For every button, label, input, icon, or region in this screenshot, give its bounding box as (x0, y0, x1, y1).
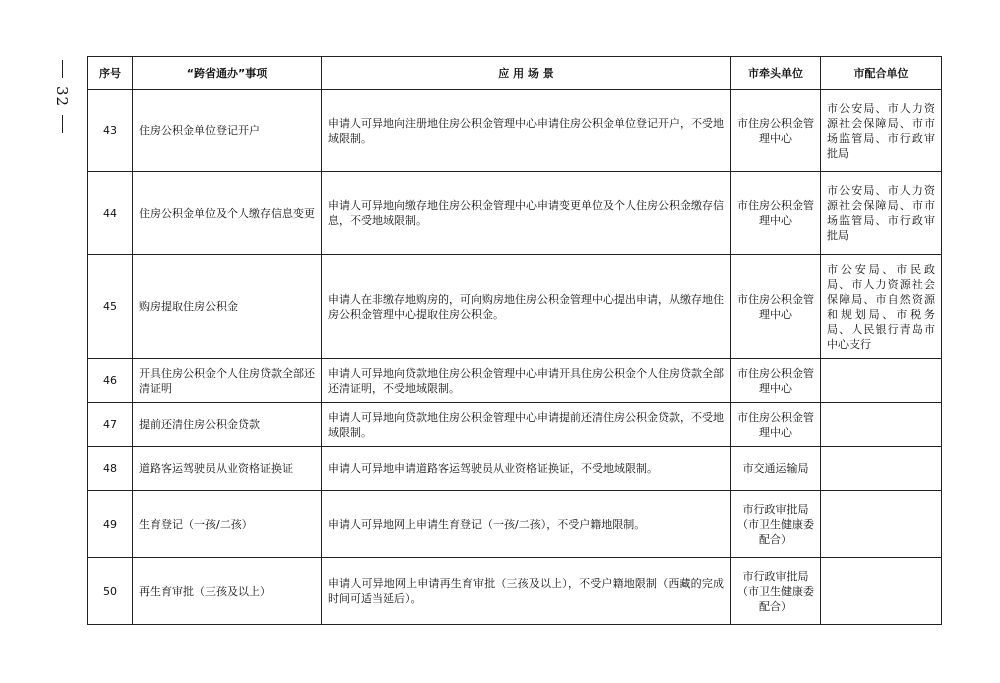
header-coop: 市配合单位 (821, 57, 942, 90)
table-row (88, 172, 942, 255)
cell-no: 47 (88, 403, 133, 447)
table-header-row (88, 57, 942, 90)
cell-no: 46 (88, 359, 133, 403)
page-number (52, 60, 72, 133)
cell-no: 49 (88, 491, 133, 558)
page-number-text: 32 (53, 86, 71, 108)
cell-no: 44 (88, 172, 133, 255)
cell-coop (821, 558, 942, 625)
cell-lead: 市行政审批局（市卫生健康委配合） (731, 491, 821, 558)
header-no: 序号 (88, 57, 133, 90)
cell-item: 开具住房公积金个人住房贷款全部还清证明 (133, 359, 322, 403)
cell-coop: 市公安局、市人力资源社会保障局、市市场监管局、市行政审批局 (821, 172, 942, 255)
cell-coop (821, 447, 942, 491)
cell-lead: 市住房公积金管理中心 (731, 403, 821, 447)
table-row (88, 403, 942, 447)
page-number-dash-top (62, 60, 63, 78)
cell-lead: 市行政审批局（市卫生健康委配合） (731, 558, 821, 625)
table-row (88, 491, 942, 558)
cell-coop: 市公安局、市民政局、市人力资源社会保障局、市自然资源和规划局、市税务局、人民银行青岛市中心支行 (821, 255, 942, 359)
cell-item: 提前还清住房公积金贷款 (133, 403, 322, 447)
cell-lead: 市交通运输局 (731, 447, 821, 491)
page-number-dash-bottom (62, 115, 63, 133)
cell-no: 45 (88, 255, 133, 359)
cell-no: 50 (88, 558, 133, 625)
cell-item: 住房公积金单位及个人缴存信息变更 (133, 172, 322, 255)
cell-item: 购房提取住房公积金 (133, 255, 322, 359)
cell-scene: 申请人可异地向贷款地住房公积金管理中心申请提前还清住房公积金贷款，不受地域限制。 (322, 403, 731, 447)
table-row (88, 558, 942, 625)
cell-coop (821, 491, 942, 558)
cell-no: 43 (88, 90, 133, 172)
cell-item: 再生育审批（三孩及以上） (133, 558, 322, 625)
header-lead: 市牵头单位 (731, 57, 821, 90)
cell-scene: 申请人可异地网上申请再生育审批（三孩及以上），不受户籍地限制（西藏的完成时间可适当延后）。 (322, 558, 731, 625)
cell-coop (821, 403, 942, 447)
cell-scene: 申请人可异地向注册地住房公积金管理中心申请住房公积金单位登记开户，不受地域限制。 (322, 90, 731, 172)
table-row (88, 447, 942, 491)
cell-lead: 市住房公积金管理中心 (731, 172, 821, 255)
table-row (88, 255, 942, 359)
cell-scene: 申请人可异地向缴存地住房公积金管理中心申请变更单位及个人住房公积金缴存信息，不受地域限制。 (322, 172, 731, 255)
header-scene: 应 用 场 景 (322, 57, 731, 90)
cell-lead: 市住房公积金管理中心 (731, 359, 821, 403)
table-row (88, 90, 942, 172)
cell-scene: 申请人可异地申请道路客运驾驶员从业资格证换证，不受地域限制。 (322, 447, 731, 491)
cell-lead: 市住房公积金管理中心 (731, 255, 821, 359)
cell-scene: 申请人可异地向贷款地住房公积金管理中心申请开具住房公积金个人住房贷款全部还清证明，不受地域限制。 (322, 359, 731, 403)
cell-scene: 申请人可异地网上申请生育登记（一孩/二孩），不受户籍地限制。 (322, 491, 731, 558)
cell-coop: 市公安局、市人力资源社会保障局、市市场监管局、市行政审批局 (821, 90, 942, 172)
cell-item: 道路客运驾驶员从业资格证换证 (133, 447, 322, 491)
cell-coop (821, 359, 942, 403)
header-item: “跨省通办”事项 (133, 57, 322, 90)
table-row (88, 359, 942, 403)
cell-no: 48 (88, 447, 133, 491)
cell-item: 住房公积金单位登记开户 (133, 90, 322, 172)
matters-table (87, 56, 942, 625)
cell-scene: 申请人在非缴存地购房的，可向购房地住房公积金管理中心提出申请，从缴存地住房公积金管理中心提取住房公积金。 (322, 255, 731, 359)
cell-item: 生育登记（一孩/二孩） (133, 491, 322, 558)
cell-lead: 市住房公积金管理中心 (731, 90, 821, 172)
